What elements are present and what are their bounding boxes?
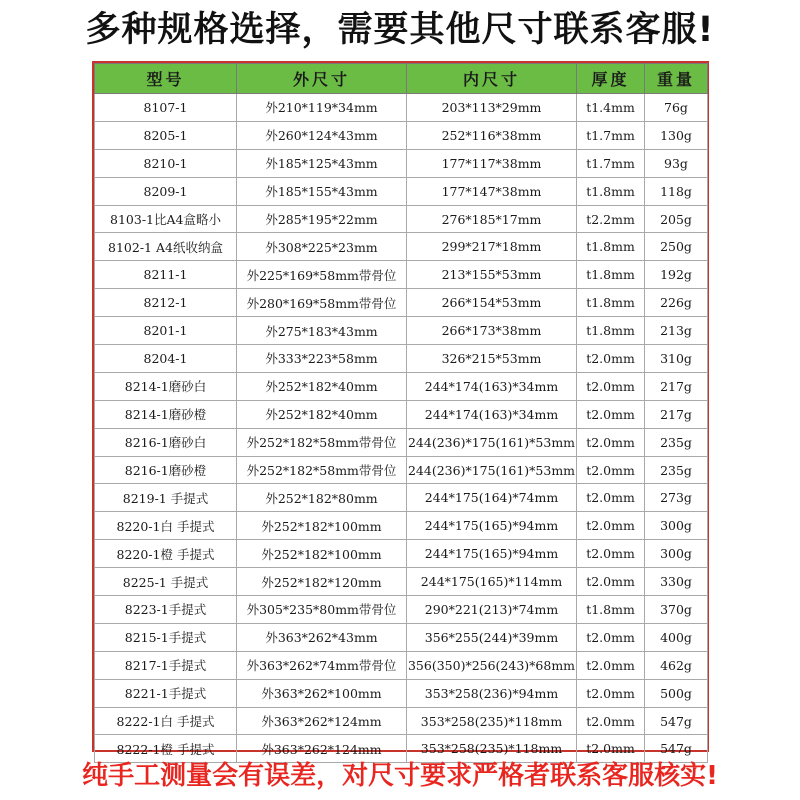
- cell-inner-size: 356*255(244)*39mm: [407, 623, 577, 651]
- table-row: [95, 177, 708, 205]
- cell-weight: 235g: [645, 428, 708, 456]
- cell-weight: 93g: [645, 149, 708, 177]
- cell-model: 8219-1 手提式: [95, 484, 237, 512]
- table-row: [95, 317, 708, 345]
- header-thickness: 厚度: [577, 64, 645, 94]
- cell-outer-size: 外225*169*58mm带骨位: [237, 261, 407, 289]
- cell-weight: 500g: [645, 679, 708, 707]
- cell-weight: 547g: [645, 735, 708, 763]
- header-inner-size: 内尺寸: [407, 64, 577, 94]
- cell-weight: 300g: [645, 512, 708, 540]
- header-model: 型号: [95, 64, 237, 94]
- cell-model: 8107-1: [95, 94, 237, 122]
- cell-model: 8205-1: [95, 121, 237, 149]
- cell-weight: 217g: [645, 372, 708, 400]
- cell-inner-size: 213*155*53mm: [407, 261, 577, 289]
- cell-inner-size: 244*175(165)*94mm: [407, 512, 577, 540]
- table-row: [95, 596, 708, 624]
- cell-weight: 462g: [645, 651, 708, 679]
- table-row: [95, 205, 708, 233]
- cell-weight: 213g: [645, 317, 708, 345]
- table-row: [95, 289, 708, 317]
- cell-thickness: t1.8mm: [577, 317, 645, 345]
- cell-outer-size: 外252*182*100mm: [237, 540, 407, 568]
- cell-weight: 226g: [645, 289, 708, 317]
- cell-model: 8223-1手提式: [95, 596, 237, 624]
- cell-model: 8102-1 A4纸收纳盒: [95, 233, 237, 261]
- cell-inner-size: 244*175(165)*94mm: [407, 540, 577, 568]
- cell-model: 8222-1橙 手提式: [95, 735, 237, 763]
- table-row: [95, 512, 708, 540]
- cell-weight: 118g: [645, 177, 708, 205]
- header-outer-size: 外尺寸: [237, 64, 407, 94]
- cell-outer-size: 外252*182*40mm: [237, 372, 407, 400]
- footer-note: 纯手工测量会有误差，对尺寸要求严格者联系客服核实!: [82, 761, 718, 791]
- cell-inner-size: 299*217*18mm: [407, 233, 577, 261]
- cell-inner-size: 326*215*53mm: [407, 345, 577, 373]
- cell-outer-size: 外363*262*124mm: [237, 707, 407, 735]
- cell-model: 8204-1: [95, 345, 237, 373]
- cell-inner-size: 252*116*38mm: [407, 121, 577, 149]
- cell-weight: 76g: [645, 94, 708, 122]
- table-row: [95, 261, 708, 289]
- cell-model: 8201-1: [95, 317, 237, 345]
- cell-weight: 192g: [645, 261, 708, 289]
- cell-outer-size: 外252*182*40mm: [237, 400, 407, 428]
- header-weight: 重量: [645, 64, 708, 94]
- cell-inner-size: 244(236)*175(161)*53mm: [407, 428, 577, 456]
- cell-model: 8209-1: [95, 177, 237, 205]
- cell-thickness: t1.7mm: [577, 121, 645, 149]
- cell-thickness: t2.0mm: [577, 568, 645, 596]
- cell-thickness: t2.0mm: [577, 484, 645, 512]
- table-body: [95, 94, 708, 763]
- cell-outer-size: 外305*235*80mm带骨位: [237, 596, 407, 624]
- table-row: [95, 679, 708, 707]
- table-row: [95, 428, 708, 456]
- cell-thickness: t2.0mm: [577, 735, 645, 763]
- cell-outer-size: 外252*182*58mm带骨位: [237, 456, 407, 484]
- table-row: [95, 623, 708, 651]
- cell-thickness: t2.0mm: [577, 456, 645, 484]
- cell-weight: 330g: [645, 568, 708, 596]
- cell-model: 8210-1: [95, 149, 237, 177]
- cell-thickness: t1.8mm: [577, 596, 645, 624]
- cell-thickness: t2.0mm: [577, 540, 645, 568]
- cell-weight: 273g: [645, 484, 708, 512]
- cell-outer-size: 外333*223*58mm: [237, 345, 407, 373]
- cell-model: 8216-1磨砂橙: [95, 456, 237, 484]
- cell-outer-size: 外308*225*23mm: [237, 233, 407, 261]
- cell-weight: 300g: [645, 540, 708, 568]
- cell-thickness: t2.0mm: [577, 400, 645, 428]
- table-row: [95, 484, 708, 512]
- cell-model: 8216-1磨砂白: [95, 428, 237, 456]
- cell-thickness: t2.0mm: [577, 707, 645, 735]
- table-row: [95, 456, 708, 484]
- cell-inner-size: 203*113*29mm: [407, 94, 577, 122]
- cell-inner-size: 177*147*38mm: [407, 177, 577, 205]
- cell-outer-size: 外280*169*58mm带骨位: [237, 289, 407, 317]
- cell-model: 8221-1手提式: [95, 679, 237, 707]
- cell-outer-size: 外285*195*22mm: [237, 205, 407, 233]
- cell-outer-size: 外363*262*100mm: [237, 679, 407, 707]
- headline: 多种规格选择，需要其他尺寸联系客服!: [85, 10, 715, 50]
- cell-outer-size: 外252*182*58mm带骨位: [237, 428, 407, 456]
- cell-outer-size: 外363*262*74mm带骨位: [237, 651, 407, 679]
- cell-weight: 370g: [645, 596, 708, 624]
- cell-thickness: t2.0mm: [577, 651, 645, 679]
- cell-inner-size: 266*173*38mm: [407, 317, 577, 345]
- cell-weight: 400g: [645, 623, 708, 651]
- table-row: [95, 707, 708, 735]
- cell-outer-size: 外252*182*120mm: [237, 568, 407, 596]
- cell-inner-size: 353*258(235)*118mm: [407, 735, 577, 763]
- table-row: [95, 651, 708, 679]
- cell-model: 8220-1橙 手提式: [95, 540, 237, 568]
- cell-thickness: t1.4mm: [577, 94, 645, 122]
- cell-inner-size: 356(350)*256(243)*68mm: [407, 651, 577, 679]
- cell-model: 8214-1磨砂白: [95, 372, 237, 400]
- cell-model: 8214-1磨砂橙: [95, 400, 237, 428]
- cell-thickness: t1.8mm: [577, 261, 645, 289]
- cell-inner-size: 276*185*17mm: [407, 205, 577, 233]
- cell-thickness: t1.8mm: [577, 233, 645, 261]
- cell-inner-size: 353*258(235)*118mm: [407, 707, 577, 735]
- cell-thickness: t2.0mm: [577, 679, 645, 707]
- cell-thickness: t2.0mm: [577, 428, 645, 456]
- cell-thickness: t2.0mm: [577, 372, 645, 400]
- cell-inner-size: 177*117*38mm: [407, 149, 577, 177]
- cell-inner-size: 244*174(163)*34mm: [407, 400, 577, 428]
- cell-outer-size: 外252*182*100mm: [237, 512, 407, 540]
- table-row: [95, 400, 708, 428]
- cell-outer-size: 外252*182*80mm: [237, 484, 407, 512]
- cell-inner-size: 244(236)*175(161)*53mm: [407, 456, 577, 484]
- cell-outer-size: 外275*183*43mm: [237, 317, 407, 345]
- cell-weight: 130g: [645, 121, 708, 149]
- cell-outer-size: 外185*125*43mm: [237, 149, 407, 177]
- cell-thickness: t2.0mm: [577, 623, 645, 651]
- cell-weight: 205g: [645, 205, 708, 233]
- table-row: [95, 233, 708, 261]
- table-row: [95, 568, 708, 596]
- table-header-row: [95, 64, 708, 94]
- cell-inner-size: 353*258(236)*94mm: [407, 679, 577, 707]
- cell-weight: 235g: [645, 456, 708, 484]
- cell-model: 8211-1: [95, 261, 237, 289]
- cell-weight: 547g: [645, 707, 708, 735]
- table-row: [95, 345, 708, 373]
- cell-thickness: t1.8mm: [577, 177, 645, 205]
- table-row: [95, 540, 708, 568]
- cell-outer-size: 外210*119*34mm: [237, 94, 407, 122]
- cell-model: 8217-1手提式: [95, 651, 237, 679]
- table-row: [95, 372, 708, 400]
- cell-inner-size: 244*174(163)*34mm: [407, 372, 577, 400]
- cell-thickness: t2.0mm: [577, 512, 645, 540]
- cell-model: 8222-1白 手提式: [95, 707, 237, 735]
- cell-model: 8220-1白 手提式: [95, 512, 237, 540]
- cell-model: 8225-1 手提式: [95, 568, 237, 596]
- cell-thickness: t2.2mm: [577, 205, 645, 233]
- cell-inner-size: 244*175(165)*114mm: [407, 568, 577, 596]
- cell-outer-size: 外185*155*43mm: [237, 177, 407, 205]
- cell-thickness: t1.7mm: [577, 149, 645, 177]
- cell-weight: 310g: [645, 345, 708, 373]
- cell-inner-size: 244*175(164)*74mm: [407, 484, 577, 512]
- cell-model: 8103-1比A4盒略小: [95, 205, 237, 233]
- cell-model: 8215-1手提式: [95, 623, 237, 651]
- cell-model: 8212-1: [95, 289, 237, 317]
- table-row: [95, 149, 708, 177]
- cell-outer-size: 外363*262*43mm: [237, 623, 407, 651]
- table-row: [95, 94, 708, 122]
- cell-weight: 217g: [645, 400, 708, 428]
- cell-outer-size: 外260*124*43mm: [237, 121, 407, 149]
- table-row: [95, 121, 708, 149]
- cell-inner-size: 290*221(213)*74mm: [407, 596, 577, 624]
- cell-inner-size: 266*154*53mm: [407, 289, 577, 317]
- cell-weight: 250g: [645, 233, 708, 261]
- spec-table-frame: [92, 61, 709, 757]
- cell-outer-size: 外363*262*124mm: [237, 735, 407, 763]
- cell-thickness: t2.0mm: [577, 345, 645, 373]
- spec-table: [94, 63, 708, 763]
- cell-thickness: t1.8mm: [577, 289, 645, 317]
